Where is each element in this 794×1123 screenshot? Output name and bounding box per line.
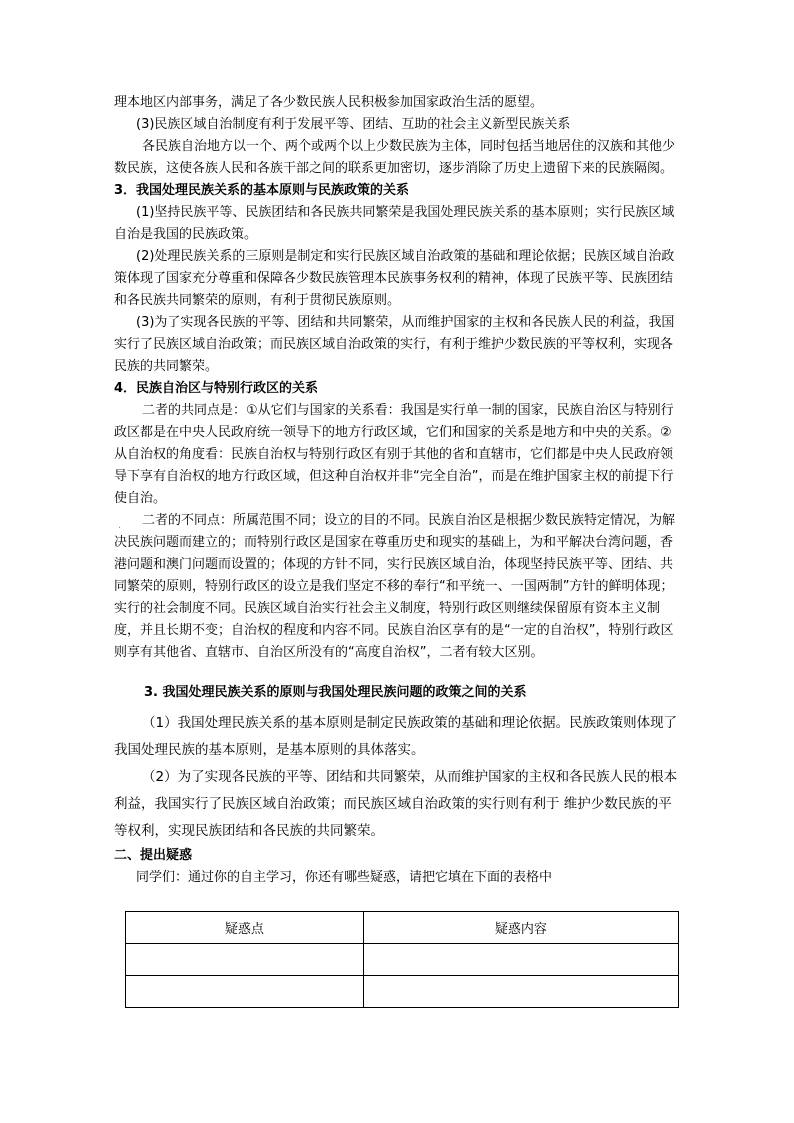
- table-header-cell: 疑惑内容: [363, 912, 678, 944]
- paragraph-continuation: 理本地区内部事务，满足了各少数民族人民积极参加国家政治生活的愿望。: [114, 95, 544, 110]
- table-cell[interactable]: [363, 976, 678, 1008]
- table-row: [126, 976, 679, 1008]
- paragraph-principle-1: (1)坚持民族平等、民族团结和各民族共同繁荣是我国处理民族关系的基本原则；实行民族区域自治是我国的民族政策。: [114, 205, 675, 242]
- paragraph-similarities: 二者的共同点是：①从它们与国家的关系看：我国是实行单一制的国家，民族自治区与特别行政区都是在中央人民政府统一领导下的地方行政区域，它们和国家的关系是地方和中央的关系。②从自治权的角度看：民族自治权与特别行政区有别于其他的省和直辖市，它们都是中央人民政府领导下享有自治权的地方行政区域，但这种自治权并非“完全自治”，而是在维护国家主权的前提下行使自治。: [114, 403, 674, 506]
- paragraph-relation-2: （2）为了实现各民族的平等、团结和共同繁荣，从而维护国家的主权和各民族人民的根本利益，我国实行了民族区域自治政策；而民族区域自治政策的实行则有利于 维护少数民族的平等权利，实现民族团结和各民族的共同繁荣。: [114, 769, 678, 839]
- doubt-table: [125, 911, 679, 1008]
- point-3-heading: (3)民族区域自治制度有利于发展平等、团结、互助的社会主义新型民族关系: [136, 117, 571, 132]
- paragraph-principle-2: (2)处理民族关系的三原则是制定和实行民族区域自治政策的基础和理论依据；民族区域自治政策体现了国家充分尊重和保障各少数民族管理本民族事务权利的精神，体现了民族平等、民族团结和各民族共同繁荣的原则，有利于贯彻民族原则。: [114, 249, 675, 308]
- table-header-row: [126, 912, 679, 944]
- table-cell[interactable]: [363, 944, 678, 976]
- table-cell[interactable]: [126, 944, 364, 976]
- paragraph-differences: 二者的不同点：所属范围不同；设立的目的不同。民族自治区是根据少数民族特定情况，为解决民族问题而建立的；而特别行政区是国家在尊重历史和现实的基础上，为和平解决台湾问题，香港问题和澳门问题而设置的；体现的方针不同，实行民族区域自治，体现坚持民族平等、团结、共同繁荣的原则，特别行政区的设立是我们坚定不移的奉行“和平统一、一国两制”方针的鲜明体现；实行的社会制度不同。民族区域自治实行社会主义制度，特别行政区则继续保留原有资本主义制度，并且长期不变；自治权的程度和内容不同。民族自治区享有的是“一定的自治权”，特别行政区则享有其他省、直辖市、自治区所没有的“高度自治权”，二者有较大区别。: [114, 513, 676, 660]
- section-3b-heading: 3. 我国处理民族关系的原则与我国处理民族问题的政策之间的关系: [144, 685, 527, 700]
- paragraph-principle-3: (3)为了实现各民族的平等、团结和共同繁荣，从而维护国家的主权和各民族人民的利益，我国实行了民族区域自治政策；而民族区域自治政策的实行，有利于维护少数民族的平等权利，实现各民族的共同繁荣。: [114, 315, 675, 374]
- paragraph-relation-1: （1）我国处理民族关系的基本原则是制定民族政策的基础和理论依据。民族政策则体现了我国处理民族的基本原则，是基本原则的具体落实。: [114, 715, 678, 758]
- document-body: [114, 92, 680, 889]
- table-cell[interactable]: [126, 976, 364, 1008]
- section-3-heading: 3．我国处理民族关系的基本原则与民族政策的关系: [114, 183, 410, 198]
- table-row: [126, 944, 679, 976]
- part-2-heading: 二、提出疑惑: [114, 848, 193, 863]
- table-header-cell: 疑惑点: [126, 912, 364, 944]
- paragraph-autonomy: 各民族自治地方以一个、两个或两个以上少数民族为主体，同时包括当地居住的汉族和其他少数民族，这使各族人民和各族干部之间的联系更加密切，逐步消除了历史上遗留下来的民族隔阂。: [114, 139, 676, 176]
- paragraph-instructions: 同学们：通过你的自主学习，你还有哪些疑惑，请把它填在下面的表格中: [136, 870, 553, 885]
- spacer: [114, 664, 680, 682]
- section-4-heading: 4．民族自治区与特别行政区的关系: [114, 381, 319, 396]
- stray-mark: .: [118, 520, 122, 531]
